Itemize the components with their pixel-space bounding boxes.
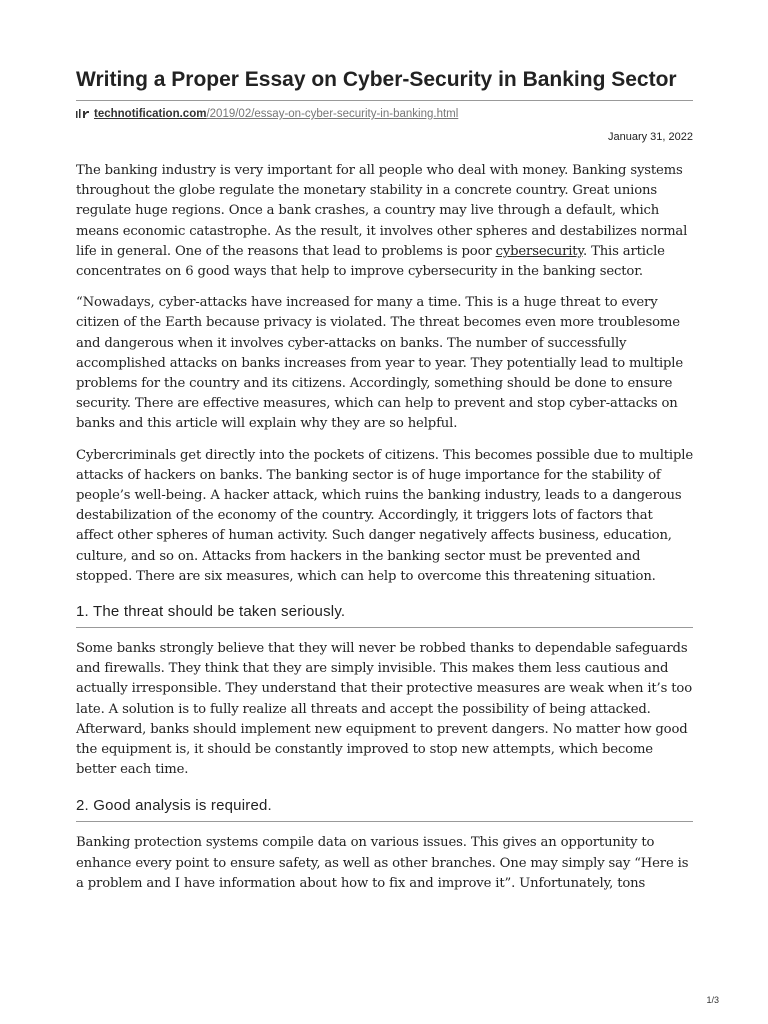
page-number: 1/3 [706, 995, 719, 1005]
section-2-body: Banking protection systems compile data on various issues. This gives an opportunity to enhance every point to ensure safety, as well as other branches. One may simply say “Here is a problem and I have information about how to fix and improve it”. Unfortunately, tons [76, 835, 689, 891]
intro-paragraph [76, 161, 693, 282]
source-url[interactable] [76, 106, 693, 122]
section-1-heading: 1. The threat should be taken seriously. [76, 603, 346, 621]
cybercriminals-paragraph: Cybercriminals get directly into the pockets of citizens. This becomes possible due to multiple attacks of hackers on banks. The banking sector is of huge importance for the stability of people’s well-being. A hacker attack, which ruins the banking industry, leads to a dangerous destabilization of the economy of the country. Accordingly, it triggers lots of factors that affect other spheres of human activity. Such danger negatively affects business, education, culture, and so on. Attacks from hackers in the banking sector must be prevented and stopped. There are six measures, which can help to overcome this threatening situation. [76, 447, 693, 584]
publish-date: January 31, 2022 [607, 131, 693, 143]
title-divider [76, 100, 693, 101]
section-2-heading: 2. Good analysis is required. [76, 797, 272, 815]
cybersecurity-link[interactable]: cybersecurity [495, 243, 583, 259]
section-2 [76, 796, 693, 894]
section-1 [76, 602, 693, 780]
source-domain[interactable]: technotification.com [94, 108, 207, 120]
section-1-divider [76, 627, 693, 628]
intro-text-start: The banking industry is very important for all people who deal with money. Banking systems throughout the globe regulate the monetary stability in a concrete country. Great unions regulate huge regions. Once a bank crashes, a country may live through a default, which means economic catastrophe. As the result, it involves other spheres and destabilizes normal life in general. One of the reasons that lead to problems is poor [76, 163, 688, 259]
source-path[interactable]: /2019/02/essay-on-cyber-security-in-banking.html [206, 108, 459, 120]
document-title: Writing a Proper Essay on Cyber-Security in Banking Sector [76, 68, 677, 91]
document-page [76, 66, 693, 894]
link-icon [76, 108, 90, 120]
intro-text-end: . This article concentrates on 6 good ways that help to improve cybersecurity in the banking sector. [76, 243, 665, 280]
section-1-body: Some banks strongly believe that they will never be robbed thanks to dependable safeguards and firewalls. They think that they are simply invisible. This makes them less cautious and actually irresponsible. They understand that their protective measures are weak when it’s too late. A solution is to fully realize all threats and accept the possibility of being attacked. Afterward, banks should implement new equipment to prevent dangers. No matter how good the equipment is, it should be constantly improved to stop new attempts, which become better each time. [76, 641, 692, 778]
threat-paragraph: “Nowadays, cyber-attacks have increased for many a time. This is a huge threat to every citizen of the Earth because privacy is violated. The threat becomes even more troublesome and dangerous when it involves cyber-attacks on banks. The number of successfully accomplished attacks on banks increases from year to year. They potentially lead to multiple problems for the country and its citizens. Accordingly, something should be done to ensure security. There are effective measures, which can help to prevent and stop cyber-attacks on banks and this article will explain why they are so helpful. [76, 295, 684, 432]
section-2-divider [76, 821, 693, 822]
